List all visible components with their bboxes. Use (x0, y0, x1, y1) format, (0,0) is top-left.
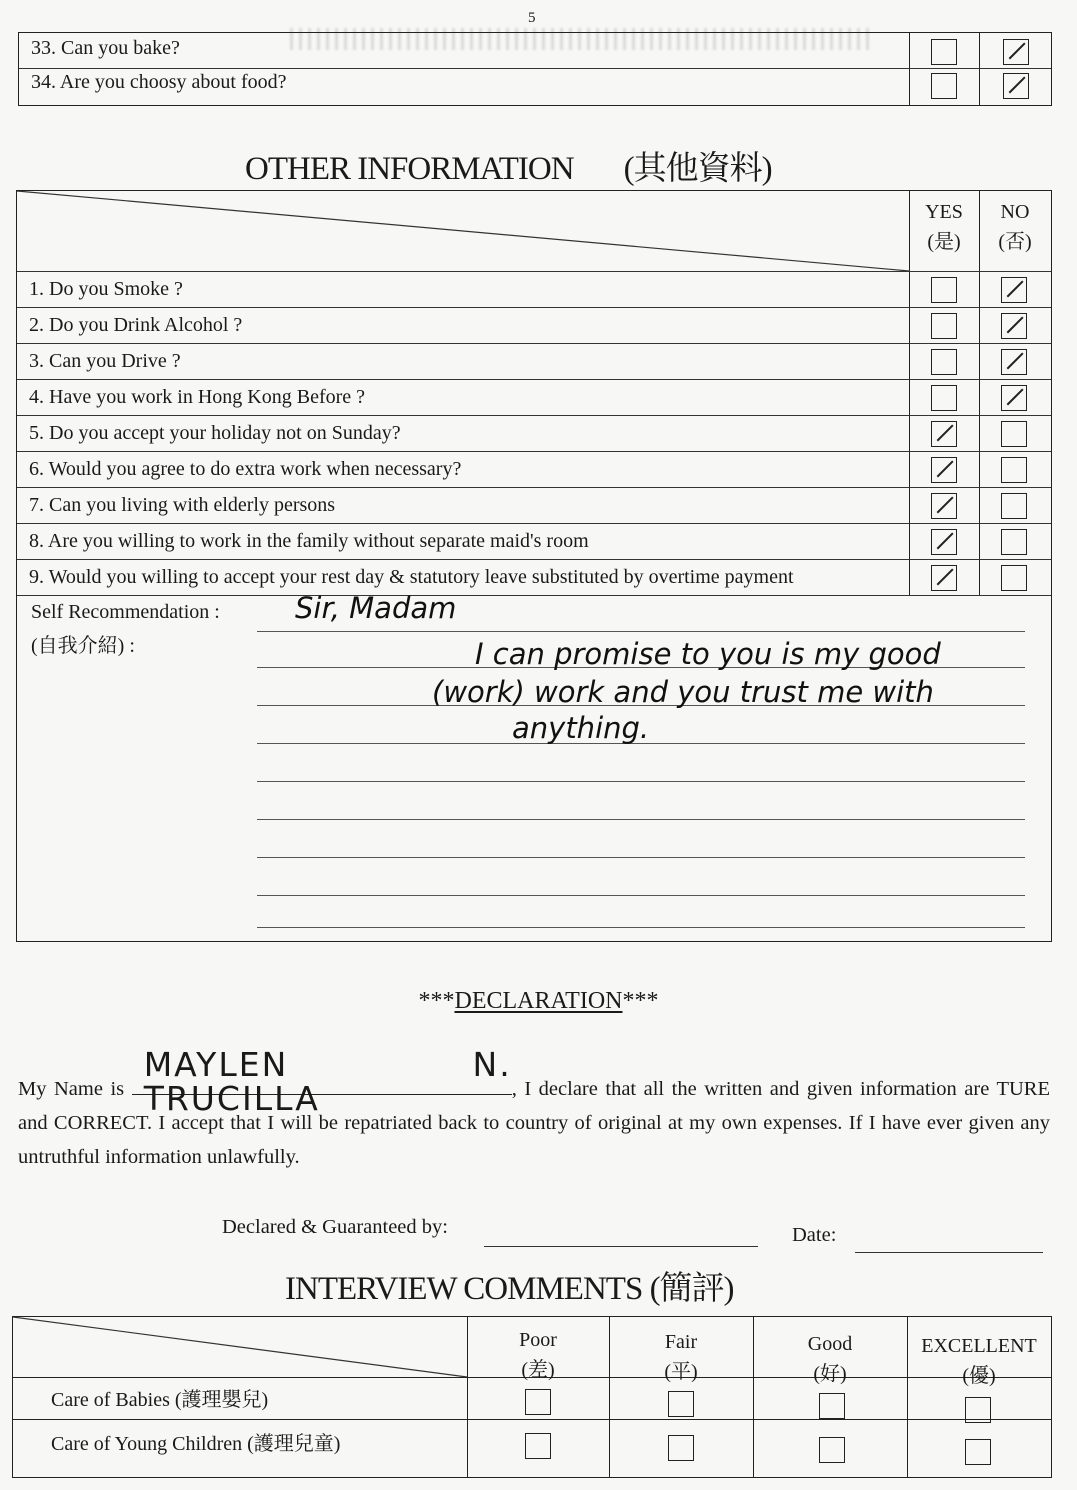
q9-yes-checkbox[interactable] (931, 565, 957, 591)
other-information-title (245, 142, 772, 189)
children-excellent-checkbox[interactable] (965, 1439, 991, 1465)
writing-line (257, 895, 1025, 896)
interview-title-cn: (簡評) (649, 1271, 734, 1307)
question-label: 34. Are you choosy about food? (31, 71, 287, 93)
question-row (19, 33, 1051, 69)
care-of-babies-label: Care of Babies (護理嬰兒) (51, 1389, 269, 1411)
no-header-label: NO (1000, 201, 1030, 223)
declaration-paragraph (18, 1045, 1050, 1174)
q7-yes-checkbox[interactable] (931, 493, 957, 519)
question-label: 9. Would you willing to accept your rest day & statutory leave substituted by overtime payment (29, 566, 794, 588)
self-recommendation-handwriting: anything. (512, 711, 650, 745)
q5-yes-checkbox[interactable] (931, 421, 957, 447)
writing-line (257, 819, 1025, 820)
poor-label-cn: (差) (521, 1359, 555, 1381)
q2-no-checkbox[interactable] (1001, 313, 1027, 339)
declaration-stars: *** (622, 988, 659, 1014)
name-field[interactable] (132, 1045, 512, 1118)
q9-no-checkbox[interactable] (1001, 565, 1027, 591)
self-recommendation-label-cn: (自我介紹) : (31, 635, 135, 657)
q2-yes-checkbox[interactable] (931, 313, 957, 339)
declared-by-label: Declared & Guaranteed by: (222, 1216, 448, 1238)
question-row (17, 343, 1051, 380)
top-questions-table (18, 32, 1052, 106)
q4-no-checkbox[interactable] (1001, 385, 1027, 411)
other-information-title-cn: (其他資料) (623, 151, 772, 187)
yes-header (910, 197, 978, 257)
question-label: 1. Do you Smoke ? (29, 278, 183, 300)
fair-header (610, 1327, 752, 1387)
question-row (17, 487, 1051, 524)
babies-excellent-checkbox[interactable] (965, 1397, 991, 1423)
care-of-young-children-label: Care of Young Children (護理兒童) (51, 1433, 341, 1455)
children-good-checkbox[interactable] (819, 1437, 845, 1463)
header-diagonal (13, 1317, 467, 1379)
q33-yes-checkbox[interactable] (931, 39, 957, 65)
question-row (17, 559, 1051, 596)
q8-no-checkbox[interactable] (1001, 529, 1027, 555)
children-fair-checkbox[interactable] (668, 1435, 694, 1461)
interview-comments-title (285, 1262, 734, 1309)
interview-comments-table (12, 1316, 1052, 1478)
good-label-cn: (好) (813, 1363, 847, 1385)
q34-yes-checkbox[interactable] (931, 73, 957, 99)
question-row (17, 523, 1051, 560)
self-recommendation-handwriting: Sir, Madam (295, 591, 457, 625)
name-handwriting: MAYLEN N. TRUCILLA (143, 1045, 512, 1118)
declaration-text: , I declare that all the written and given information are TURE and CORRECT. I accept that I will be repatriated back to country of original at my own expenses. If I have ever given any untruthful information unlawfully. (18, 1078, 1050, 1168)
excellent-header (908, 1331, 1050, 1391)
writing-line (257, 781, 1025, 782)
question-label: 8. Are you willing to work in the family without separate maid's room (29, 530, 589, 552)
declaration-stars: *** (418, 988, 455, 1014)
writing-line (257, 631, 1025, 632)
question-label: 6. Would you agree to do extra work when necessary? (29, 458, 462, 480)
no-header-label-cn: (否) (998, 231, 1032, 253)
q5-no-checkbox[interactable] (1001, 421, 1027, 447)
question-label: 4. Have you work in Hong Kong Before ? (29, 386, 366, 408)
excellent-label-cn: (優) (962, 1365, 996, 1387)
no-header (980, 197, 1050, 257)
declaration-title-text: DECLARATION (454, 988, 623, 1014)
declared-by-field[interactable] (484, 1246, 758, 1247)
babies-poor-checkbox[interactable] (525, 1389, 551, 1415)
q3-no-checkbox[interactable] (1001, 349, 1027, 375)
question-row (17, 451, 1051, 488)
good-label: Good (807, 1333, 853, 1355)
q4-yes-checkbox[interactable] (931, 385, 957, 411)
q6-yes-checkbox[interactable] (931, 457, 957, 483)
self-recommendation-handwriting: (work) work and you trust me with (432, 675, 934, 709)
question-row (17, 415, 1051, 452)
excellent-label: EXCELLENT (921, 1335, 1037, 1357)
self-recommendation-label (31, 595, 220, 663)
question-label: 7. Can you living with elderly persons (29, 494, 336, 516)
other-information-title-en: OTHER INFORMATION (245, 151, 574, 187)
question-row (17, 379, 1051, 416)
header-diagonal (17, 191, 909, 273)
babies-fair-checkbox[interactable] (668, 1391, 694, 1417)
poor-label: Poor (519, 1329, 557, 1351)
good-header (754, 1329, 906, 1389)
question-label: 3. Can you Drive ? (29, 350, 181, 372)
writing-line (257, 857, 1025, 858)
babies-good-checkbox[interactable] (819, 1393, 845, 1419)
page-number: 5 (528, 10, 536, 26)
self-recommendation-handwriting: I can promise to you is my good (475, 637, 941, 671)
q1-yes-checkbox[interactable] (931, 277, 957, 303)
name-prefix: My Name is (18, 1078, 125, 1100)
poor-header (468, 1325, 608, 1385)
children-poor-checkbox[interactable] (525, 1433, 551, 1459)
question-label: 2. Do you Drink Alcohol ? (29, 314, 243, 336)
self-recommendation-label-en: Self Recommendation : (31, 601, 220, 623)
question-label: 33. Can you bake? (31, 37, 180, 59)
question-label: 5. Do you accept your holiday not on Sunday? (29, 422, 401, 444)
date-field[interactable] (855, 1252, 1043, 1253)
date-label: Date: (792, 1224, 837, 1246)
q1-no-checkbox[interactable] (1001, 277, 1027, 303)
q7-no-checkbox[interactable] (1001, 493, 1027, 519)
declaration-title (0, 988, 1077, 1015)
question-row (19, 69, 1051, 103)
row-divider (13, 1419, 1051, 1420)
writing-line (257, 927, 1025, 928)
yes-header-label-cn: (是) (927, 231, 961, 253)
fair-label-cn: (平) (664, 1361, 698, 1383)
q33-no-checkbox[interactable] (1003, 39, 1029, 65)
yes-header-label: YES (925, 201, 963, 223)
q8-yes-checkbox[interactable] (931, 529, 957, 555)
fair-label: Fair (664, 1331, 698, 1353)
interview-title-en: INTERVIEW COMMENTS (285, 1271, 643, 1307)
question-row (17, 307, 1051, 344)
question-row (17, 271, 1051, 308)
q6-no-checkbox[interactable] (1001, 457, 1027, 483)
q3-yes-checkbox[interactable] (931, 349, 957, 375)
other-information-table (16, 190, 1052, 942)
q34-no-checkbox[interactable] (1003, 73, 1029, 99)
